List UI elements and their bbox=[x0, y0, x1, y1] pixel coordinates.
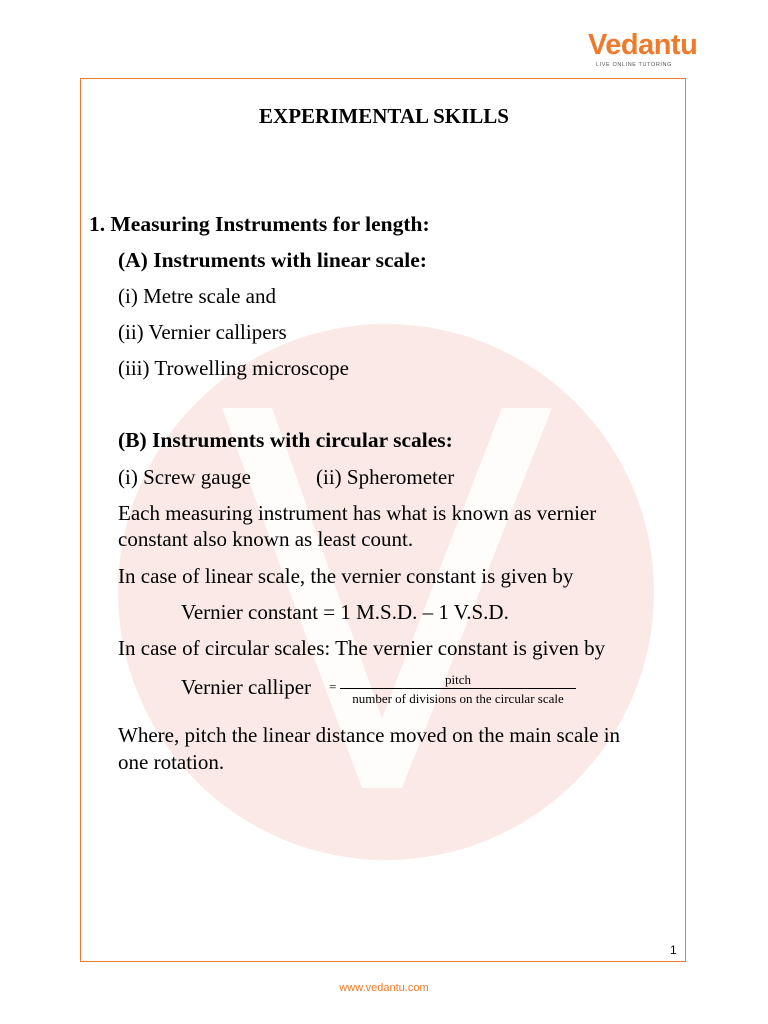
paragraph-line: Where, pitch the linear distance moved on the main scale in bbox=[118, 723, 621, 747]
fraction-denominator: number of divisions on the circular scale bbox=[352, 691, 564, 706]
formula-vernier-constant: Vernier constant = 1 M.S.D. – 1 V.S.D. bbox=[181, 600, 509, 624]
fraction-numerator: pitch bbox=[445, 672, 471, 687]
paragraph-line: one rotation. bbox=[118, 750, 225, 774]
list-item: (iii) Trowelling microscope bbox=[118, 356, 349, 380]
paragraph: In case of circular scales: The vernier constant is given by bbox=[118, 636, 606, 660]
paragraph: In case of linear scale, the vernier constant is given by bbox=[118, 564, 574, 588]
subheading-circular-scales: (B) Instruments with circular scales: bbox=[118, 428, 453, 452]
list-item: (i) Metre scale and bbox=[118, 284, 277, 308]
fraction-bar bbox=[340, 688, 576, 689]
list-item: (ii) Spherometer bbox=[316, 465, 455, 489]
list-item: (i) Screw gauge bbox=[118, 465, 251, 489]
page-number: 1 bbox=[670, 943, 677, 957]
vedantu-logo bbox=[588, 28, 698, 72]
section-heading: 1. Measuring Instruments for length: bbox=[89, 212, 430, 236]
logo-tagline: LIVE ONLINE TUTORING bbox=[596, 62, 672, 68]
list-item: (ii) Vernier callipers bbox=[118, 320, 287, 344]
paragraph-line: constant also known as least count. bbox=[118, 527, 414, 551]
logo-wordmark: Vedantu bbox=[588, 29, 698, 61]
formula-equals: = bbox=[329, 679, 337, 694]
subheading-linear-scale: (A) Instruments with linear scale: bbox=[118, 248, 427, 272]
formula-fraction bbox=[340, 672, 576, 706]
formula-lhs: Vernier calliper bbox=[181, 675, 312, 699]
paragraph-line: Each measuring instrument has what is known as vernier bbox=[118, 501, 597, 525]
watermark-logo bbox=[112, 318, 660, 866]
page-title: EXPERIMENTAL SKILLS bbox=[259, 104, 509, 128]
footer-url[interactable]: www.vedantu.com bbox=[339, 982, 429, 994]
